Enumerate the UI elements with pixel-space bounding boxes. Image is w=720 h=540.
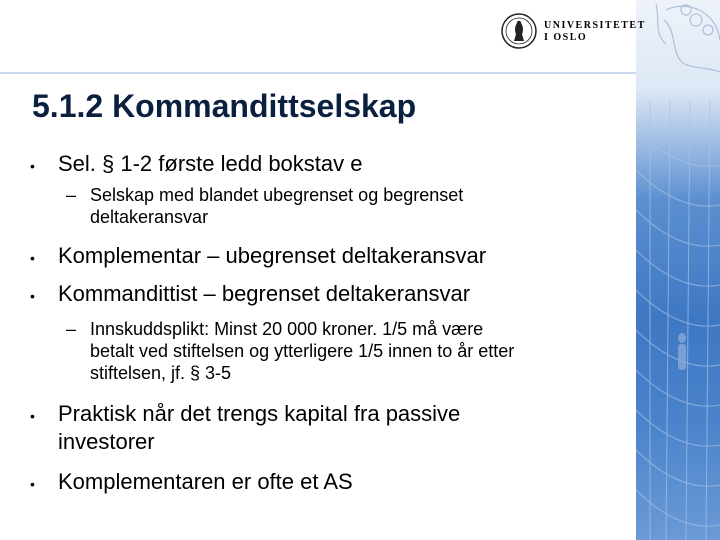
bullet-text: Kommandittist – begrenset deltakeransvar <box>58 281 471 306</box>
bullet-item <box>30 150 363 178</box>
sub-bullet-marker: – <box>66 319 77 339</box>
bullet-text: Sel. § 1-2 første ledd bokstav e <box>58 151 363 176</box>
bullet-marker: • <box>30 288 35 304</box>
bullet-text-line: investorer <box>58 429 155 454</box>
university-name-line-2: I OSLO <box>544 32 588 43</box>
bullet-item <box>30 468 353 496</box>
decorative-pattern <box>636 0 720 540</box>
sub-bullet-text-line: stiftelsen, jf. § 3-5 <box>90 363 232 383</box>
sub-bullet-text-line: Innskuddsplikt: Minst 20 000 kroner. 1/5 må være <box>90 319 484 339</box>
sub-bullet-text-line: Selskap med blandet ubegrenset og begrenset <box>90 185 464 205</box>
decorative-side-panel <box>636 0 720 540</box>
bullet-item <box>30 280 471 308</box>
bullet-text: Komplementar – ubegrenset deltakeransvar <box>58 243 487 268</box>
header-divider <box>0 72 636 74</box>
bullet-marker: • <box>30 476 35 492</box>
slide-title: 5.1.2 Kommandittselskap <box>32 88 417 124</box>
sub-bullet-text-line: deltakeransvar <box>90 207 209 227</box>
university-name <box>544 20 646 44</box>
university-logo <box>500 12 646 52</box>
sub-bullet-marker: – <box>66 185 77 205</box>
bullet-item <box>30 400 461 456</box>
bullet-item <box>30 242 487 270</box>
bullet-text: Komplementaren er ofte et AS <box>58 469 353 494</box>
bullet-text-line: Praktisk når det trengs kapital fra passive <box>58 401 461 426</box>
sub-bullet-item <box>66 184 464 228</box>
sub-bullet-item <box>66 318 515 384</box>
bullet-marker: • <box>30 158 35 174</box>
bullet-marker: • <box>30 408 35 424</box>
university-seal-icon <box>500 12 538 50</box>
bullet-marker: • <box>30 250 35 266</box>
university-name-line-1: UNIVERSITETET <box>544 20 646 31</box>
sub-bullet-text-line: betalt ved stiftelsen og ytterligere 1/5 innen to år etter <box>90 341 515 361</box>
